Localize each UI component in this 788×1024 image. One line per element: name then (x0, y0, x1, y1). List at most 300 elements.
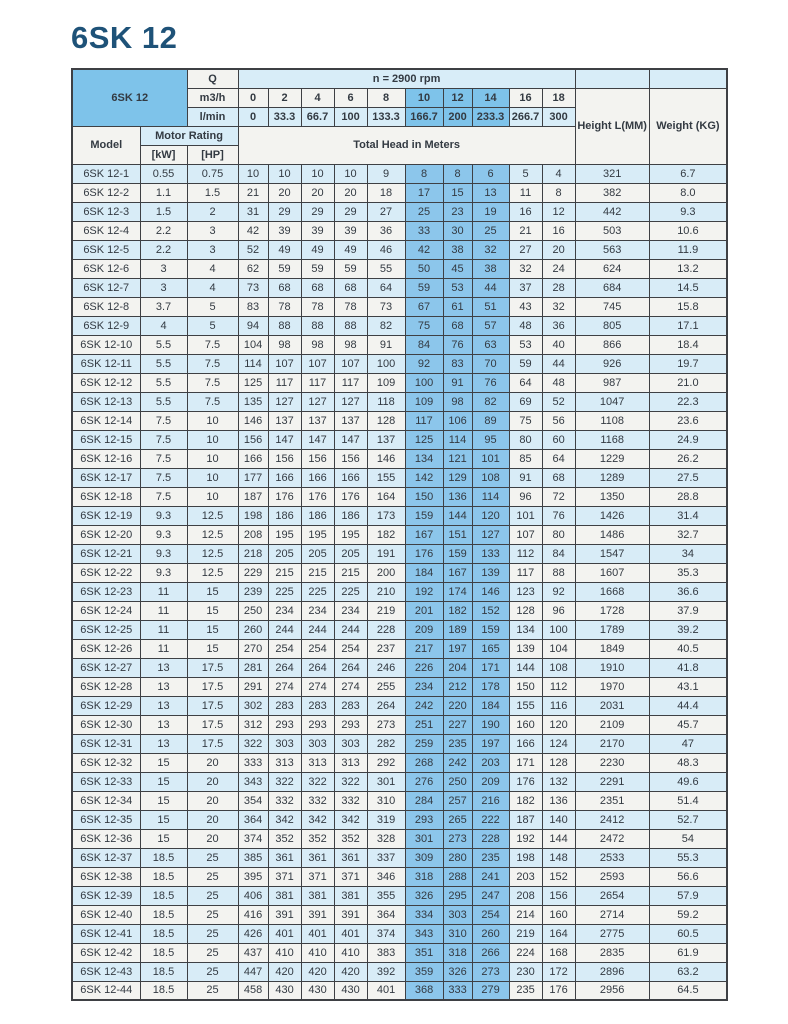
lmin-value-cell: 100 (334, 107, 367, 126)
kw-cell: 13 (140, 696, 187, 715)
m3h-value-cell: 2 (268, 88, 301, 107)
head-cell: 416 (238, 905, 268, 924)
head-cell: 76 (542, 506, 575, 525)
table-row (72, 791, 727, 810)
hp-cell: 4 (187, 278, 238, 297)
weight-cell: 36.6 (649, 582, 727, 601)
head-cell: 33 (405, 221, 443, 240)
kw-cell: 11 (140, 582, 187, 601)
hp-cell: 17.5 (187, 658, 238, 677)
head-cell: 68 (542, 468, 575, 487)
hp-cell: 12.5 (187, 525, 238, 544)
head-cell: 127 (268, 392, 301, 411)
height-cell: 2654 (575, 886, 649, 905)
table-row (72, 411, 727, 430)
head-cell: 59 (301, 259, 334, 278)
head-cell: 114 (472, 487, 509, 506)
head-cell: 80 (542, 525, 575, 544)
hp-cell: 25 (187, 924, 238, 943)
head-cell: 59 (405, 278, 443, 297)
kw-cell: 15 (140, 753, 187, 772)
weight-cell: 27.5 (649, 468, 727, 487)
head-cell: 39 (301, 221, 334, 240)
model-cell: 6SK 12-32 (72, 753, 140, 772)
table-row (72, 867, 727, 886)
lmin-value-cell: 233.3 (472, 107, 509, 126)
hp-cell: 12.5 (187, 506, 238, 525)
head-cell: 120 (472, 506, 509, 525)
table-row (72, 582, 727, 601)
head-cell: 215 (301, 563, 334, 582)
head-cell: 63 (472, 335, 509, 354)
head-cell: 268 (405, 753, 443, 772)
head-cell: 29 (268, 202, 301, 221)
model-cell: 6SK 12-23 (72, 582, 140, 601)
head-cell: 364 (238, 810, 268, 829)
head-cell: 42 (238, 221, 268, 240)
head-cell: 230 (509, 962, 542, 981)
head-cell: 32 (472, 240, 509, 259)
model-cell: 6SK 12-41 (72, 924, 140, 943)
weight-cell: 60.5 (649, 924, 727, 943)
height-cell: 1289 (575, 468, 649, 487)
weight-cell: 32.7 (649, 525, 727, 544)
table-row (72, 639, 727, 658)
head-cell: 218 (238, 544, 268, 563)
head-cell: 239 (238, 582, 268, 601)
weight-cell: 26.2 (649, 449, 727, 468)
weight-cell: 54 (649, 829, 727, 848)
head-cell: 142 (405, 468, 443, 487)
head-cell: 49 (268, 240, 301, 259)
head-cell: 254 (268, 639, 301, 658)
head-cell: 215 (334, 563, 367, 582)
hp-cell: 7.5 (187, 354, 238, 373)
head-cell: 284 (405, 791, 443, 810)
model-cell: 6SK 12-14 (72, 411, 140, 430)
model-cell: 6SK 12-25 (72, 620, 140, 639)
page-title: 6SK 12 (71, 20, 178, 55)
table-row (72, 886, 727, 905)
weight-cell: 47 (649, 734, 727, 753)
height-cell: 1108 (575, 411, 649, 430)
table-row (72, 164, 727, 183)
height-cell: 624 (575, 259, 649, 278)
hp-cell: 10 (187, 411, 238, 430)
weight-cell: 55.3 (649, 848, 727, 867)
head-cell: 205 (334, 544, 367, 563)
head-cell: 82 (472, 392, 509, 411)
head-cell: 342 (301, 810, 334, 829)
head-cell: 38 (443, 240, 472, 259)
head-cell: 220 (443, 696, 472, 715)
weight-cell: 40.5 (649, 639, 727, 658)
head-cell: 264 (301, 658, 334, 677)
head-cell: 420 (301, 962, 334, 981)
hp-cell: 3 (187, 221, 238, 240)
height-cell: 866 (575, 335, 649, 354)
weight-cell: 51.4 (649, 791, 727, 810)
table-row (72, 981, 727, 1000)
head-cell: 165 (472, 639, 509, 658)
height-cell: 2835 (575, 943, 649, 962)
weight-cell: 59.2 (649, 905, 727, 924)
head-cell: 401 (268, 924, 301, 943)
head-cell: 100 (405, 373, 443, 392)
head-cell: 250 (443, 772, 472, 791)
head-cell: 75 (405, 316, 443, 335)
head-cell: 265 (443, 810, 472, 829)
hp-cell: 25 (187, 905, 238, 924)
height-cell: 2896 (575, 962, 649, 981)
head-cell: 293 (268, 715, 301, 734)
kw-cell: 15 (140, 791, 187, 810)
head-cell: 45 (443, 259, 472, 278)
table-row (72, 905, 727, 924)
hp-cell: 15 (187, 582, 238, 601)
height-cell: 1168 (575, 430, 649, 449)
total-head-header-cell: Total Head in Meters (238, 126, 575, 164)
head-cell: 318 (405, 867, 443, 886)
head-cell: 88 (542, 563, 575, 582)
head-cell: 346 (367, 867, 405, 886)
height-cell: 2775 (575, 924, 649, 943)
height-cell: 684 (575, 278, 649, 297)
hp-cell: 1.5 (187, 183, 238, 202)
height-cell: 503 (575, 221, 649, 240)
head-cell: 48 (542, 373, 575, 392)
head-cell: 20 (268, 183, 301, 202)
height-cell: 1607 (575, 563, 649, 582)
head-cell: 332 (301, 791, 334, 810)
head-cell: 177 (238, 468, 268, 487)
head-cell: 250 (238, 601, 268, 620)
head-cell: 38 (472, 259, 509, 278)
table-row (72, 753, 727, 772)
head-cell: 352 (334, 829, 367, 848)
head-cell: 68 (301, 278, 334, 297)
table-row (72, 544, 727, 563)
model-cell: 6SK 12-2 (72, 183, 140, 202)
model-cell: 6SK 12-6 (72, 259, 140, 278)
model-cell: 6SK 12-39 (72, 886, 140, 905)
weight-cell: 6.7 (649, 164, 727, 183)
head-cell: 361 (301, 848, 334, 867)
head-cell: 392 (367, 962, 405, 981)
head-cell: 136 (443, 487, 472, 506)
head-cell: 192 (405, 582, 443, 601)
head-cell: 117 (334, 373, 367, 392)
hp-cell: 20 (187, 829, 238, 848)
head-cell: 30 (443, 221, 472, 240)
table-row (72, 924, 727, 943)
lmin-value-cell: 300 (542, 107, 575, 126)
lmin-label-cell: l/min (187, 107, 238, 126)
kw-cell: 18.5 (140, 905, 187, 924)
head-cell: 374 (367, 924, 405, 943)
head-cell: 217 (405, 639, 443, 658)
head-cell: 135 (238, 392, 268, 411)
head-cell: 129 (443, 468, 472, 487)
head-cell: 107 (268, 354, 301, 373)
head-cell: 83 (443, 354, 472, 373)
head-cell: 10 (334, 164, 367, 183)
head-cell: 68 (334, 278, 367, 297)
head-cell: 310 (367, 791, 405, 810)
kw-cell: 4 (140, 316, 187, 335)
lmin-value-cell: 33.3 (268, 107, 301, 126)
head-cell: 326 (443, 962, 472, 981)
model-cell: 6SK 12-36 (72, 829, 140, 848)
head-cell: 39 (268, 221, 301, 240)
head-cell: 354 (238, 791, 268, 810)
head-cell: 55 (367, 259, 405, 278)
head-cell: 260 (472, 924, 509, 943)
head-cell: 146 (238, 411, 268, 430)
model-cell: 6SK 12-9 (72, 316, 140, 335)
head-cell: 255 (367, 677, 405, 696)
m3h-value-cell: 6 (334, 88, 367, 107)
head-cell: 101 (472, 449, 509, 468)
hp-cell: 4 (187, 259, 238, 278)
head-cell: 264 (334, 658, 367, 677)
head-cell: 21 (238, 183, 268, 202)
table-row (72, 848, 727, 867)
table-row (72, 772, 727, 791)
head-cell: 383 (367, 943, 405, 962)
head-cell: 371 (268, 867, 301, 886)
q-label-cell: Q (187, 69, 238, 88)
head-cell: 78 (334, 297, 367, 316)
head-cell: 112 (542, 677, 575, 696)
head-cell: 17 (405, 183, 443, 202)
head-cell: 20 (334, 183, 367, 202)
weight-cell: 35.3 (649, 563, 727, 582)
head-cell: 187 (238, 487, 268, 506)
head-cell: 159 (472, 620, 509, 639)
head-cell: 44 (542, 354, 575, 373)
head-cell: 164 (542, 924, 575, 943)
head-cell: 381 (301, 886, 334, 905)
height-cell: 2351 (575, 791, 649, 810)
head-cell: 52 (238, 240, 268, 259)
head-cell: 27 (509, 240, 542, 259)
head-cell: 279 (472, 981, 509, 1000)
head-cell: 187 (509, 810, 542, 829)
model-cell: 6SK 12-38 (72, 867, 140, 886)
head-cell: 53 (443, 278, 472, 297)
height-cell: 321 (575, 164, 649, 183)
head-cell: 56 (542, 411, 575, 430)
head-cell: 31 (238, 202, 268, 221)
head-cell: 24 (542, 259, 575, 278)
weight-cell: 21.0 (649, 373, 727, 392)
height-cell: 1350 (575, 487, 649, 506)
head-cell: 241 (472, 867, 509, 886)
height-cell: 382 (575, 183, 649, 202)
model-cell: 6SK 12-28 (72, 677, 140, 696)
hp-cell: 7.5 (187, 373, 238, 392)
head-cell: 293 (301, 715, 334, 734)
hp-cell: 7.5 (187, 392, 238, 411)
head-cell: 215 (268, 563, 301, 582)
head-cell: 251 (405, 715, 443, 734)
head-cell: 156 (542, 886, 575, 905)
head-cell: 437 (238, 943, 268, 962)
kw-cell: 11 (140, 601, 187, 620)
head-cell: 72 (542, 487, 575, 506)
table-row (72, 734, 727, 753)
head-cell: 176 (542, 981, 575, 1000)
head-cell: 36 (367, 221, 405, 240)
head-cell: 410 (268, 943, 301, 962)
hp-header-cell: [HP] (187, 145, 238, 164)
table-header (72, 69, 727, 164)
head-cell: 410 (334, 943, 367, 962)
head-cell: 155 (509, 696, 542, 715)
lmin-value-cell: 0 (238, 107, 268, 126)
hp-cell: 17.5 (187, 696, 238, 715)
head-cell: 15 (443, 183, 472, 202)
lmin-value-cell: 266.7 (509, 107, 542, 126)
model-cell: 6SK 12-31 (72, 734, 140, 753)
head-cell: 406 (238, 886, 268, 905)
head-cell: 9 (367, 164, 405, 183)
weight-cell: 22.3 (649, 392, 727, 411)
head-cell: 53 (509, 335, 542, 354)
head-cell: 49 (334, 240, 367, 259)
head-cell: 313 (301, 753, 334, 772)
kw-cell: 5.5 (140, 373, 187, 392)
height-cell: 1047 (575, 392, 649, 411)
head-cell: 134 (509, 620, 542, 639)
height-cell: 1910 (575, 658, 649, 677)
head-cell: 29 (301, 202, 334, 221)
head-cell: 291 (238, 677, 268, 696)
table-body (72, 164, 727, 1000)
hp-cell: 25 (187, 943, 238, 962)
head-cell: 68 (268, 278, 301, 297)
weight-cell: 13.2 (649, 259, 727, 278)
head-cell: 361 (268, 848, 301, 867)
head-cell: 401 (301, 924, 334, 943)
head-cell: 76 (443, 335, 472, 354)
model-cell: 6SK 12-20 (72, 525, 140, 544)
head-cell: 342 (334, 810, 367, 829)
height-cell: 926 (575, 354, 649, 373)
head-cell: 189 (443, 620, 472, 639)
head-cell: 276 (405, 772, 443, 791)
head-cell: 64 (509, 373, 542, 392)
kw-cell: 13 (140, 715, 187, 734)
table-row (72, 183, 727, 202)
head-cell: 128 (367, 411, 405, 430)
kw-cell: 7.5 (140, 449, 187, 468)
head-cell: 204 (443, 658, 472, 677)
head-cell: 355 (367, 886, 405, 905)
model-cell: 6SK 12-8 (72, 297, 140, 316)
hp-cell: 17.5 (187, 734, 238, 753)
weight-cell: 19.7 (649, 354, 727, 373)
head-cell: 328 (367, 829, 405, 848)
head-cell: 146 (472, 582, 509, 601)
head-cell: 42 (405, 240, 443, 259)
head-cell: 244 (268, 620, 301, 639)
head-cell: 73 (367, 297, 405, 316)
table-row (72, 468, 727, 487)
model-cell: 6SK 12-17 (72, 468, 140, 487)
hp-cell: 20 (187, 791, 238, 810)
head-cell: 46 (367, 240, 405, 259)
head-cell: 374 (238, 829, 268, 848)
pump-spec-table (71, 68, 728, 1001)
head-cell: 303 (334, 734, 367, 753)
head-cell: 166 (301, 468, 334, 487)
head-cell: 319 (367, 810, 405, 829)
table-row (72, 829, 727, 848)
table-row (72, 620, 727, 639)
kw-cell: 9.3 (140, 563, 187, 582)
kw-cell: 3.7 (140, 297, 187, 316)
head-cell: 235 (472, 848, 509, 867)
head-cell: 371 (334, 867, 367, 886)
head-cell: 273 (367, 715, 405, 734)
kw-cell: 7.5 (140, 430, 187, 449)
head-cell: 107 (334, 354, 367, 373)
head-cell: 222 (472, 810, 509, 829)
head-cell: 32 (509, 259, 542, 278)
kw-cell: 7.5 (140, 487, 187, 506)
kw-cell: 7.5 (140, 411, 187, 430)
head-cell: 16 (542, 221, 575, 240)
m3h-value-cell: 10 (405, 88, 443, 107)
height-cell: 1789 (575, 620, 649, 639)
head-cell: 283 (301, 696, 334, 715)
head-cell: 152 (472, 601, 509, 620)
head-cell: 197 (443, 639, 472, 658)
head-cell: 227 (443, 715, 472, 734)
head-cell: 4 (542, 164, 575, 183)
head-cell: 274 (268, 677, 301, 696)
head-cell: 8 (405, 164, 443, 183)
head-cell: 264 (268, 658, 301, 677)
head-cell: 197 (472, 734, 509, 753)
head-cell: 51 (472, 297, 509, 316)
model-cell: 6SK 12-30 (72, 715, 140, 734)
weight-cell: 37.9 (649, 601, 727, 620)
head-cell: 182 (443, 601, 472, 620)
kw-cell: 18.5 (140, 867, 187, 886)
head-cell: 209 (405, 620, 443, 639)
head-cell: 322 (334, 772, 367, 791)
table-row (72, 810, 727, 829)
table-row (72, 240, 727, 259)
head-cell: 274 (334, 677, 367, 696)
head-cell: 156 (301, 449, 334, 468)
model-cell: 6SK 12-42 (72, 943, 140, 962)
hp-cell: 20 (187, 810, 238, 829)
height-cell: 1486 (575, 525, 649, 544)
model-cell: 6SK 12-35 (72, 810, 140, 829)
head-cell: 288 (443, 867, 472, 886)
height-cell: 2031 (575, 696, 649, 715)
head-cell: 273 (443, 829, 472, 848)
head-cell: 10 (301, 164, 334, 183)
head-cell: 205 (268, 544, 301, 563)
head-cell: 192 (509, 829, 542, 848)
head-cell: 114 (443, 430, 472, 449)
head-cell: 25 (472, 221, 509, 240)
